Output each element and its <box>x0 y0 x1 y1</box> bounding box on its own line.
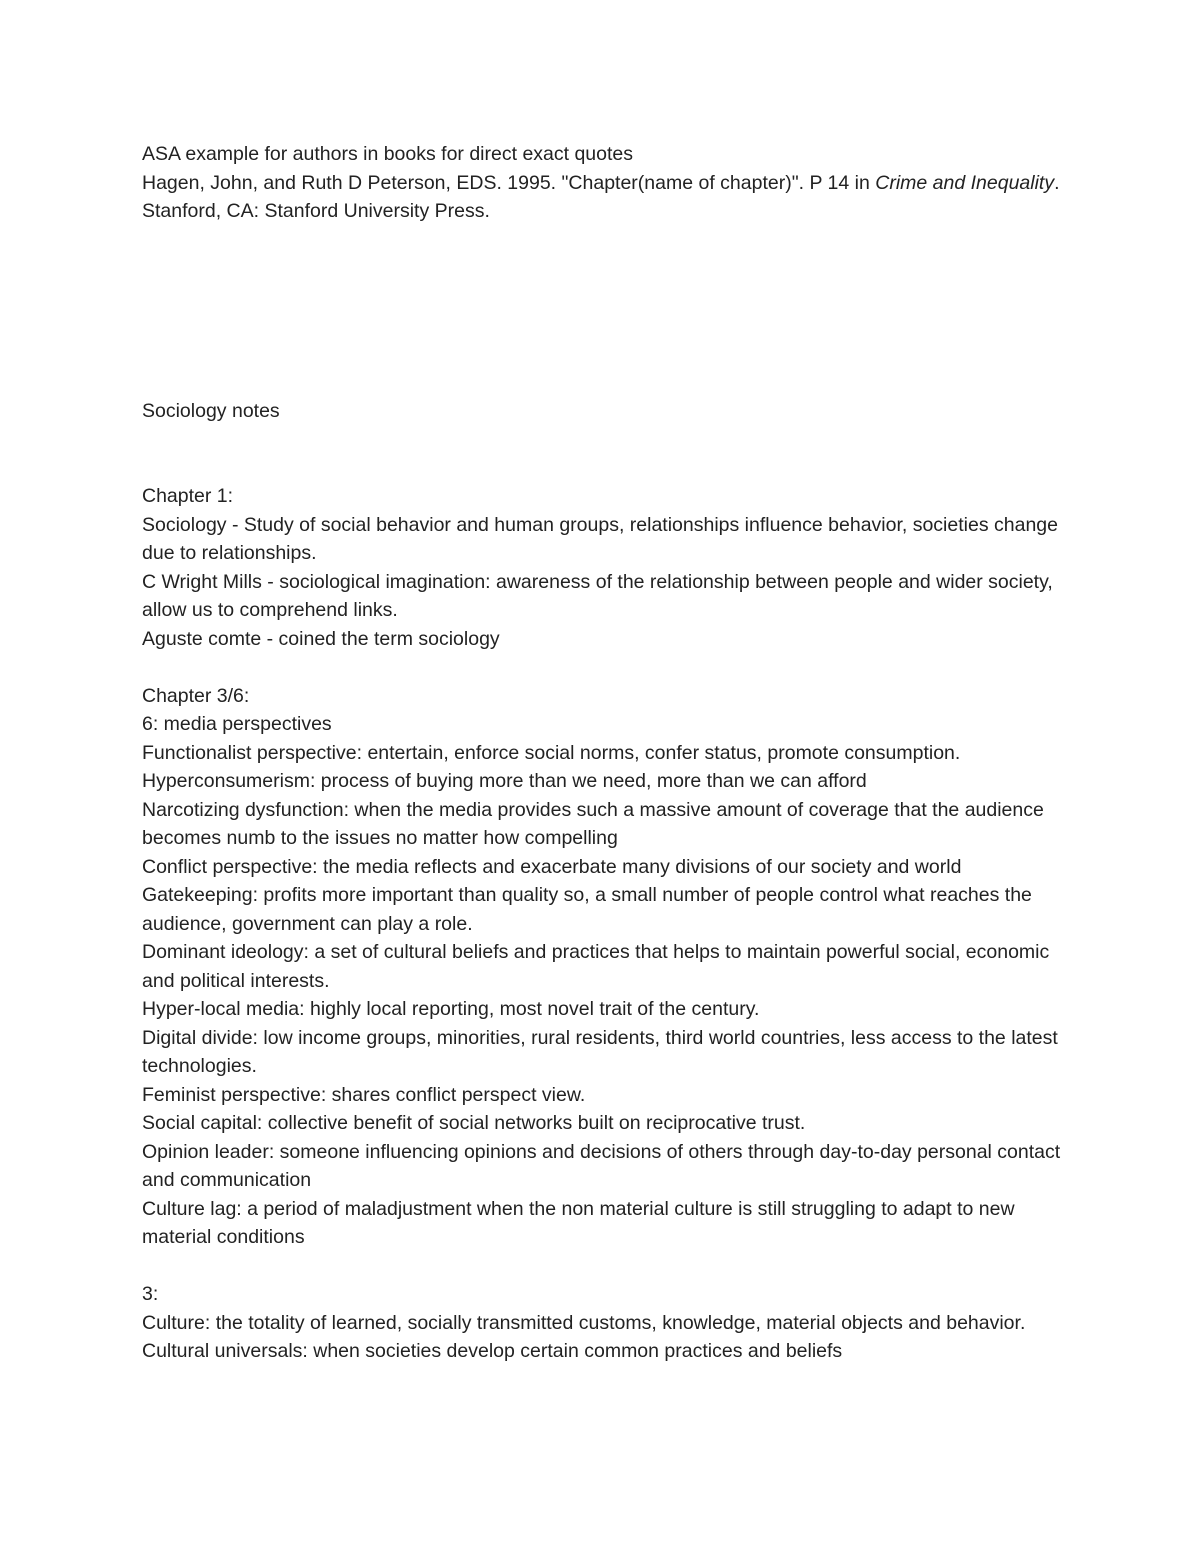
chapter-3-6-heading: Chapter 3/6: <box>142 684 250 707</box>
spacer <box>142 653 1062 682</box>
citation-reference <box>142 169 1062 226</box>
note-line: Sociology - Study of social behavior and human groups, relationships influence behavior, societies change due to relationships. <box>142 513 1058 564</box>
subsection-3-section <box>142 1280 1062 1366</box>
notes-title: Sociology notes <box>142 399 280 422</box>
note-line: Opinion leader: someone influencing opinions and decisions of others through day-to-day personal contact and communication <box>142 1140 1061 1191</box>
note-line: Digital divide: low income groups, minorities, rural residents, third world countries, less access to the latest technologies. <box>142 1026 1058 1077</box>
note-line: Feminist perspective: shares conflict perspect view. <box>142 1083 586 1106</box>
note-line: Culture: the totality of learned, socially transmitted customs, knowledge, material objects and behavior. <box>142 1311 1026 1334</box>
spacer <box>142 1252 1062 1281</box>
note-line: Hyperconsumerism: process of buying more than we need, more than we can afford <box>142 770 867 792</box>
spacer <box>142 226 1062 397</box>
citation-block <box>142 140 1062 226</box>
citation-reference-part1: Hagen, John, and Ruth D Peterson, EDS. 1995. "Chapter(name of chapter)". P 14 in <box>142 171 876 194</box>
note-line: Culture lag: a period of maladjustment when the non material culture is still struggling to adapt to new material conditions <box>142 1197 1015 1248</box>
subsection-6-heading: 6: media perspectives <box>142 713 332 735</box>
citation-book-title: Crime and Inequality <box>875 171 1055 194</box>
spacer <box>142 425 1062 482</box>
note-line: Gatekeeping: profits more important than quality so, a small number of people control what reaches the audience, government can play a role. <box>142 884 1032 935</box>
subsection-3-heading: 3: <box>142 1283 159 1305</box>
citation-reference-part2: . Stanford, CA: Stanford University Press. <box>142 171 1060 222</box>
note-line: Functionalist perspective: entertain, enforce social norms, confer status, promote consumption. <box>142 741 961 764</box>
note-line: Conflict perspective: the media reflects and exacerbate many divisions of our society and world <box>142 855 962 878</box>
document-page <box>142 140 1062 1366</box>
note-line: Dominant ideology: a set of cultural beliefs and practices that helps to maintain powerful social, economic and political interests. <box>142 941 1050 992</box>
citation-heading: ASA example for authors in books for direct exact quotes <box>142 143 634 165</box>
chapter-3-6-section <box>142 682 1062 1252</box>
chapter-1-heading: Chapter 1: <box>142 485 234 507</box>
note-line: Aguste comte - coined the term sociology <box>142 627 500 650</box>
note-line: C Wright Mills - sociological imagination: awareness of the relationship between people and wider society, allow us to comprehend links. <box>142 570 1053 621</box>
chapter-1-section <box>142 482 1062 653</box>
note-line: Cultural universals: when societies develop certain common practices and beliefs <box>142 1340 843 1362</box>
note-line: Social capital: collective benefit of social networks built on reciprocative trust. <box>142 1112 806 1134</box>
note-line: Hyper-local media: highly local reporting, most novel trait of the century. <box>142 998 760 1020</box>
note-line: Narcotizing dysfunction: when the media provides such a massive amount of coverage that the audience becomes numb to the issues no matter how compelling <box>142 798 1044 849</box>
